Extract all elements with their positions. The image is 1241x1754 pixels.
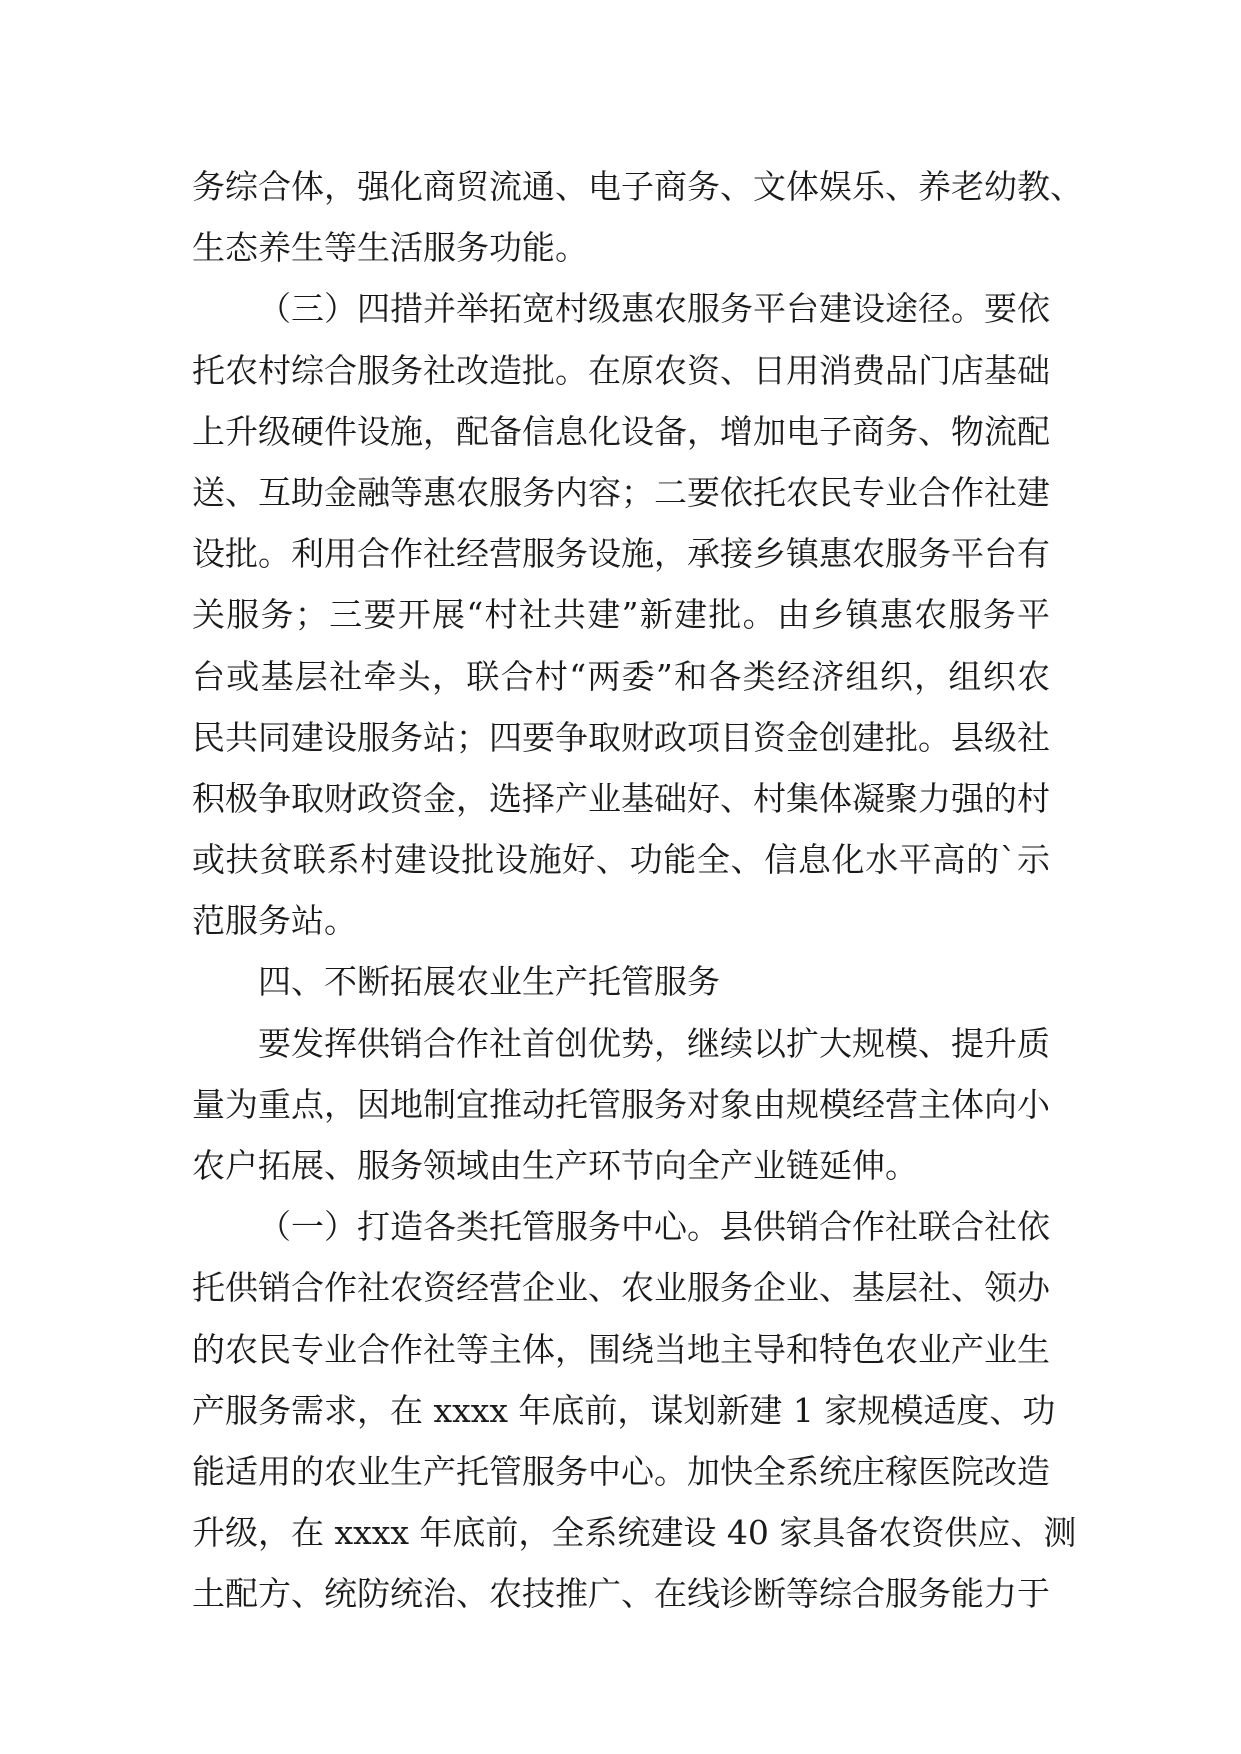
text-line: 积极争取财政资金，选择产业基础好、村集体凝聚力强的村 <box>192 778 1050 818</box>
text-line: 设批。利用合作社经营服务设施，承接乡镇惠农服务平台有 <box>192 534 1050 574</box>
text-line: 产服务需求，在 xxxx 年底前，谋划新建 1 家规模适度、功 <box>192 1390 1056 1430</box>
text-line: 量为重点，因地制宜推动托管服务对象由规模经营主体向小 <box>192 1084 1050 1124</box>
text-line: 土配方、统防统治、农技推广、在线诊断等综合服务能力于 <box>192 1574 1050 1614</box>
text-line: 能适用的农业生产托管服务中心。加快全系统庄稼医院改造 <box>192 1451 1050 1491</box>
text-line: （一）打造各类托管服务中心。县供销合作社联合社依 <box>258 1207 1050 1247</box>
text-line: 要发挥供销合作社首创优势，继续以扩大规模、提升质 <box>258 1023 1050 1063</box>
text-line: 关服务；三要开展“村社共建”新建批。由乡镇惠农服务平 <box>192 595 1050 635</box>
text-line: 或扶贫联系村建设批设施好、功能全、信息化水平高的`示 <box>192 840 1050 880</box>
text-line: 生态养生等生活服务功能。 <box>192 228 588 268</box>
text-line: 农户拓展、服务领域由生产环节向全产业链延伸。 <box>192 1146 918 1185</box>
text-line: 务综合体，强化商贸流通、电子商务、文体娱乐、养老幼教、 <box>192 167 1083 206</box>
text-line: 上升级硬件设施，配备信息化设备，增加电子商务、物流配 <box>192 411 1050 451</box>
text-line: 升级，在 xxxx 年底前，全系统建设 40 家具备农资供应、测 <box>192 1513 1077 1553</box>
document-body <box>192 156 1083 1625</box>
text-line: 台或基层社牵头，联合村“两委”和各类经济组织，组织农 <box>192 656 1050 696</box>
text-line: 范服务站。 <box>192 901 357 941</box>
text-line: （三）四措并举拓宽村级惠农服务平台建设途径。要依 <box>258 289 1050 329</box>
text-line: 托农村综合服务社改造批。在原农资、日用消费品门店基础 <box>192 350 1050 390</box>
text-line: 四、不断拓展农业生产托管服务 <box>258 962 720 1002</box>
text-line: 的农民专业合作社等主体，围绕当地主导和特色农业产业生 <box>192 1329 1050 1369</box>
text-line: 托供销合作社农资经营企业、农业服务企业、基层社、领办 <box>192 1268 1050 1308</box>
text-line: 送、互助金融等惠农服务内容；二要依托农民专业合作社建 <box>192 472 1050 512</box>
text-line: 民共同建设服务站；四要争取财政项目资金创建批。县级社 <box>192 717 1050 757</box>
